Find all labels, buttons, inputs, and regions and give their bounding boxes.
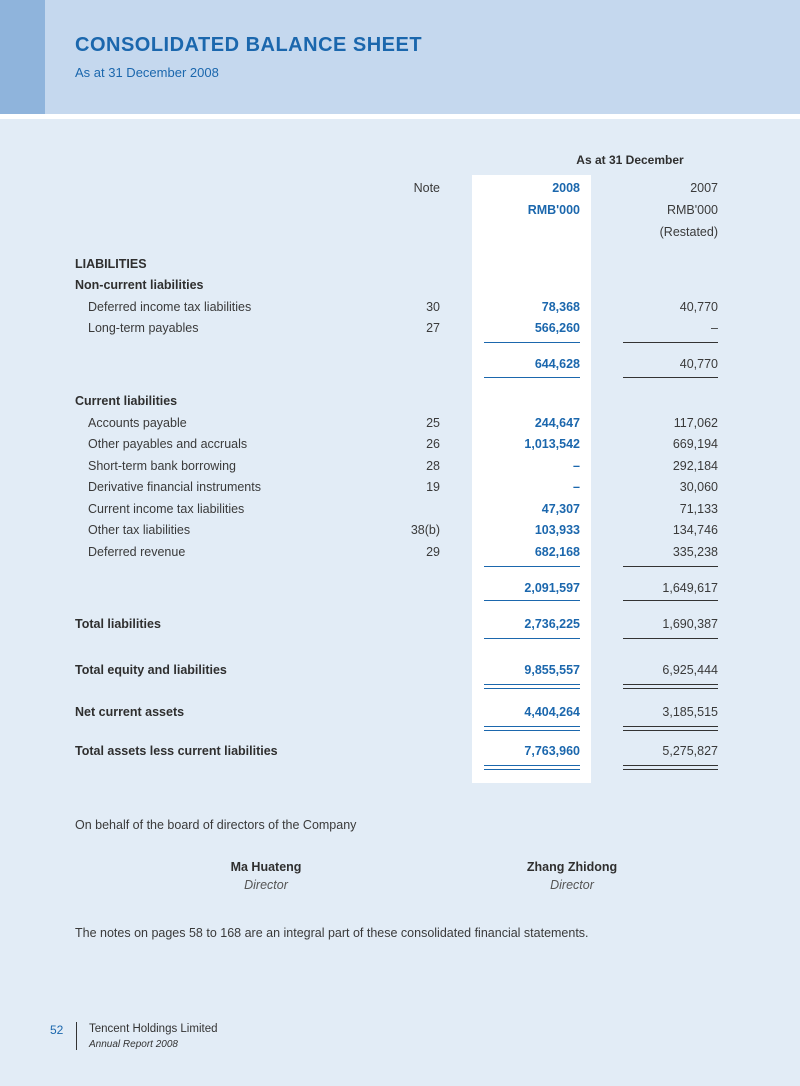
row-value-2008: – bbox=[573, 480, 580, 494]
table-row bbox=[0, 434, 800, 454]
total-value-2007: 5,275,827 bbox=[662, 744, 718, 758]
subtotal-value-2007: 1,649,617 bbox=[662, 581, 718, 595]
total-row bbox=[0, 614, 800, 634]
page-header bbox=[0, 0, 800, 114]
section-non-current bbox=[0, 275, 800, 295]
row-label: Other tax liabilities bbox=[88, 523, 191, 537]
total-value-2007: 1,690,387 bbox=[662, 617, 718, 631]
row-note: 30 bbox=[426, 300, 440, 314]
total-row bbox=[0, 702, 800, 722]
row-label: Short-term bank borrowing bbox=[88, 459, 236, 473]
restated-label: (Restated) bbox=[659, 225, 718, 239]
double-underline-2007 bbox=[623, 726, 718, 727]
signatory-name: Zhang Zhidong bbox=[526, 860, 618, 874]
row-value-2007: – bbox=[711, 321, 718, 335]
unit-row bbox=[0, 200, 800, 220]
double-underline-2007 bbox=[623, 765, 718, 766]
total-label: Net current assets bbox=[75, 705, 185, 719]
total-label: Total equity and liabilities bbox=[75, 663, 227, 677]
notes-statement: The notes on pages 58 to 168 are an integral part of these consolidated financial statements. bbox=[75, 926, 589, 940]
row-value-2007: 335,238 bbox=[672, 545, 718, 559]
total-label: Total assets less current liabilities bbox=[75, 744, 278, 758]
row-note: 28 bbox=[426, 459, 440, 473]
page-title: CONSOLIDATED BALANCE SHEET bbox=[75, 34, 423, 56]
row-label: Other payables and accruals bbox=[88, 437, 248, 451]
row-note: 29 bbox=[426, 545, 440, 559]
row-note: 38(b) bbox=[410, 523, 440, 537]
total-value-2008: 9,855,557 bbox=[524, 663, 580, 677]
column-header-2008: 2008 bbox=[552, 181, 580, 195]
row-value-2007: 71,133 bbox=[679, 502, 718, 516]
subtotal-underline-2007 bbox=[623, 377, 718, 378]
unit-2008: RMB'000 bbox=[527, 203, 580, 217]
header-tab bbox=[0, 0, 45, 114]
row-note: 26 bbox=[426, 437, 440, 451]
table-row bbox=[0, 499, 800, 519]
subtotal-underline-2008 bbox=[484, 377, 580, 378]
double-underline-2007 bbox=[623, 684, 718, 685]
double-underline-2008 bbox=[484, 769, 580, 770]
double-underline-2007 bbox=[623, 769, 718, 770]
double-underline-2008 bbox=[484, 688, 580, 689]
table-row bbox=[0, 477, 800, 497]
total-label: Total liabilities bbox=[75, 617, 161, 631]
double-underline-2008 bbox=[484, 765, 580, 766]
table-row bbox=[0, 318, 800, 338]
board-statement: On behalf of the board of directors of the Company bbox=[75, 818, 357, 832]
double-underline-2007 bbox=[623, 730, 718, 731]
total-value-2007: 6,925,444 bbox=[662, 663, 718, 677]
row-value-2007: 669,194 bbox=[672, 437, 718, 451]
column-header-row bbox=[0, 178, 800, 198]
row-value-2007: 40,770 bbox=[679, 300, 718, 314]
row-value-2008: – bbox=[573, 459, 580, 473]
signatory-role: Director bbox=[244, 878, 288, 892]
total-row bbox=[0, 741, 800, 761]
total-underline-2008 bbox=[484, 638, 580, 639]
section-current bbox=[0, 391, 800, 411]
header-rule bbox=[0, 114, 800, 119]
row-label: Current income tax liabilities bbox=[88, 502, 245, 516]
subtotal-value-2007: 40,770 bbox=[679, 357, 718, 371]
subtotal-rule-2008 bbox=[484, 566, 580, 567]
total-value-2008: 4,404,264 bbox=[524, 705, 580, 719]
column-group-header: As at 31 December bbox=[576, 153, 684, 167]
restated-row bbox=[0, 222, 800, 242]
row-label: Derivative financial instruments bbox=[88, 480, 261, 494]
total-value-2007: 3,185,515 bbox=[662, 705, 718, 719]
row-value-2008: 103,933 bbox=[534, 523, 580, 537]
signatory-1 bbox=[166, 860, 366, 892]
table-row bbox=[0, 520, 800, 540]
subtotal-value-2008: 644,628 bbox=[534, 357, 580, 371]
table-row bbox=[0, 413, 800, 433]
row-label: Deferred revenue bbox=[88, 545, 186, 559]
row-value-2008: 244,647 bbox=[534, 416, 580, 430]
page-number: 52 bbox=[50, 1023, 64, 1037]
section-label: LIABILITIES bbox=[75, 257, 147, 271]
section-label: Non-current liabilities bbox=[75, 278, 204, 292]
row-label: Long-term payables bbox=[88, 321, 199, 335]
row-label: Accounts payable bbox=[88, 416, 187, 430]
total-row bbox=[0, 660, 800, 680]
section-label: Current liabilities bbox=[75, 394, 178, 408]
total-underline-2007 bbox=[623, 638, 718, 639]
signatory-2 bbox=[472, 860, 672, 892]
table-row bbox=[0, 297, 800, 317]
row-note: 19 bbox=[426, 480, 440, 494]
table-row bbox=[0, 542, 800, 562]
signatory-name: Ma Huateng bbox=[230, 860, 302, 874]
row-value-2008: 682,168 bbox=[534, 545, 580, 559]
footer-divider bbox=[76, 1022, 77, 1050]
double-underline-2008 bbox=[484, 684, 580, 685]
row-note: 27 bbox=[426, 321, 440, 335]
double-underline-2007 bbox=[623, 688, 718, 689]
column-header-2007: 2007 bbox=[690, 181, 718, 195]
subtotal-row bbox=[0, 354, 800, 374]
page-subtitle: As at 31 December 2008 bbox=[75, 65, 219, 80]
row-value-2007: 292,184 bbox=[672, 459, 718, 473]
subtotal-rule-2007 bbox=[623, 342, 718, 343]
row-value-2007: 30,060 bbox=[679, 480, 718, 494]
total-value-2008: 7,763,960 bbox=[524, 744, 580, 758]
column-header-note: Note bbox=[413, 181, 440, 195]
total-value-2008: 2,736,225 bbox=[524, 617, 580, 631]
signatory-role: Director bbox=[550, 878, 594, 892]
footer-report: Annual Report 2008 bbox=[89, 1039, 178, 1050]
subtotal-rule-2007 bbox=[623, 566, 718, 567]
row-value-2008: 78,368 bbox=[541, 300, 580, 314]
double-underline-2008 bbox=[484, 726, 580, 727]
subtotal-underline-2007 bbox=[623, 600, 718, 601]
subtotal-row bbox=[0, 578, 800, 598]
row-value-2007: 117,062 bbox=[673, 416, 718, 430]
table-row bbox=[0, 456, 800, 476]
row-label: Deferred income tax liabilities bbox=[88, 300, 252, 314]
subtotal-value-2008: 2,091,597 bbox=[524, 581, 580, 595]
footer-company: Tencent Holdings Limited bbox=[89, 1023, 218, 1035]
row-value-2008: 566,260 bbox=[534, 321, 580, 335]
subtotal-underline-2008 bbox=[484, 600, 580, 601]
row-value-2007: 134,746 bbox=[672, 523, 718, 537]
double-underline-2008 bbox=[484, 730, 580, 731]
section-liabilities bbox=[0, 254, 800, 274]
row-value-2008: 1,013,542 bbox=[524, 437, 580, 451]
row-value-2008: 47,307 bbox=[541, 502, 580, 516]
subtotal-rule-2008 bbox=[484, 342, 580, 343]
unit-2007: RMB'000 bbox=[666, 203, 718, 217]
row-note: 25 bbox=[426, 416, 440, 430]
